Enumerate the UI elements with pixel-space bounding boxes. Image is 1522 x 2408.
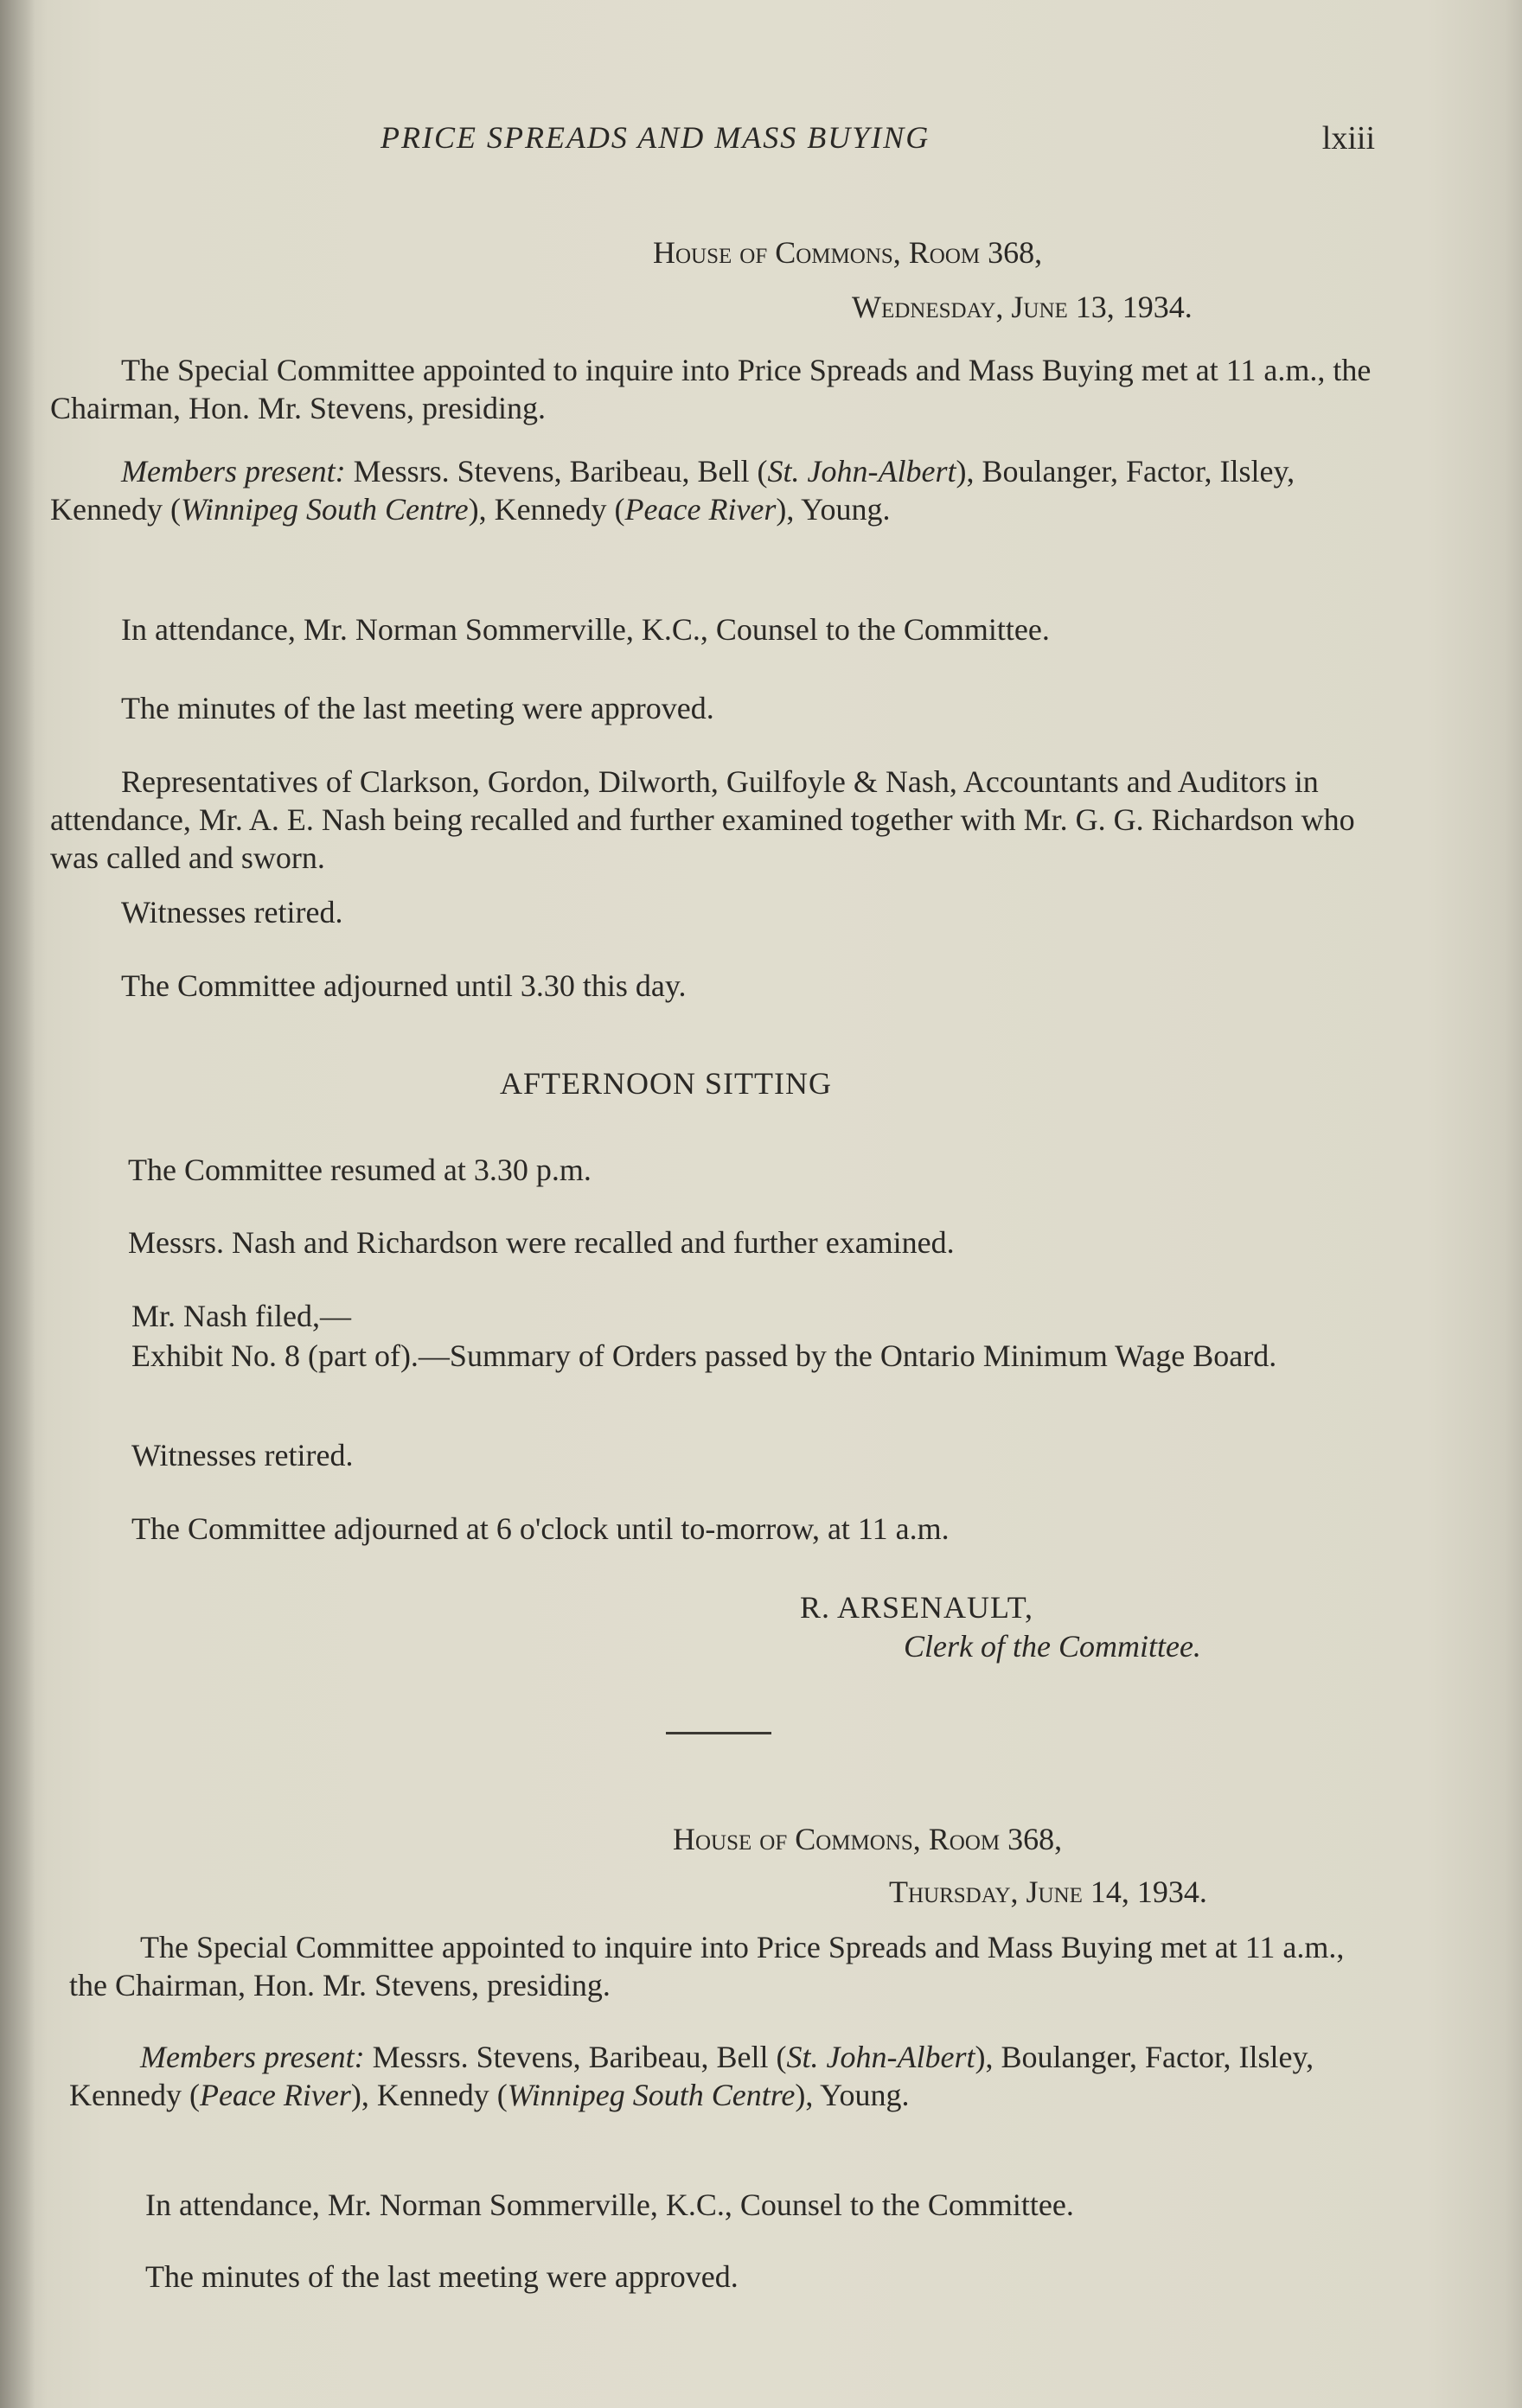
meeting1-representatives: Representatives of Clarkson, Gordon, Dilworth, Guilfoyle & Nash, Accountants and Auditors in attendance, Mr. A. E. Nash being recalled and further examined together with Mr. G. G. Richardson who was called and sworn. [50,764,1355,875]
meeting1-intro: The Special Committee appointed to inquire into Price Spreads and Mass Buying met at 11 a.m., the Chairman, Hon. Mr. Stevens, presiding. [50,353,1372,425]
signature-name: R. ARSENAULT, [800,1590,1034,1625]
meeting1-date: Wednesday, June 13, 1934. [852,290,1193,324]
section-divider [666,1732,771,1734]
meeting2-intro: The Special Committee appointed to inquire into Price Spreads and Mass Buying met at 11 a.m., the Chairman, Hon. Mr. Stevens, presiding. [69,1930,1345,2002]
meeting1-attendance: In attendance, Mr. Norman Sommerville, K.C., Counsel to the Committee. [121,612,1050,647]
meeting2-attendance: In attendance, Mr. Norman Sommerville, K.C., Counsel to the Committee. [145,2188,1074,2222]
meeting2-date: Thursday, June 14, 1934. [889,1875,1207,1909]
afternoon-resumed: The Committee resumed at 3.30 p.m. [128,1153,592,1187]
signature-title: Clerk of the Committee. [904,1629,1201,1664]
page-number: lxiii [1321,120,1375,156]
afternoon-witnesses-retired: Witnesses retired. [131,1438,354,1472]
meeting2-location: House of Commons, Room 368, [673,1822,1063,1856]
meeting2-members: Members present: Messrs. Stevens, Baribeau, Bell (St. John-Albert), Boulanger, Factor, Ilsley, Kennedy (Peace River), Kennedy (Winnipeg South Centre), Young. [69,2040,1314,2112]
meeting1-members: Members present: Messrs. Stevens, Baribeau, Bell (St. John-Albert), Boulanger, Factor, Ilsley, Kennedy (Winnipeg South Centre), Kennedy (Peace River), Young. [50,454,1295,527]
meeting1-adjourned: The Committee adjourned until 3.30 this day. [121,968,687,1003]
afternoon-recalled: Messrs. Nash and Richardson were recalled and further examined. [128,1225,955,1260]
page-gutter-shadow [0,0,35,2408]
members-present-label: Members present: [121,454,346,489]
afternoon-heading: AFTERNOON SITTING [500,1066,832,1101]
running-head: PRICE SPREADS AND MASS BUYING [380,120,930,155]
afternoon-adjourned: The Committee adjourned at 6 o'clock until to-morrow, at 11 a.m. [131,1511,950,1546]
meeting2-minutes: The minutes of the last meeting were approved. [145,2259,739,2294]
members-present-label-2: Members present: [140,2040,365,2074]
meeting1-location: House of Commons, Room 368, [653,235,1043,270]
afternoon-exhibit: Exhibit No. 8 (part of).—Summary of Orders passed by the Ontario Minimum Wage Board. [131,1338,1277,1373]
afternoon-filed: Mr. Nash filed,— [131,1299,351,1333]
page-header [121,119,1375,168]
meeting1-minutes: The minutes of the last meeting were approved. [121,691,714,725]
meeting1-witnesses-retired: Witnesses retired. [121,895,343,929]
